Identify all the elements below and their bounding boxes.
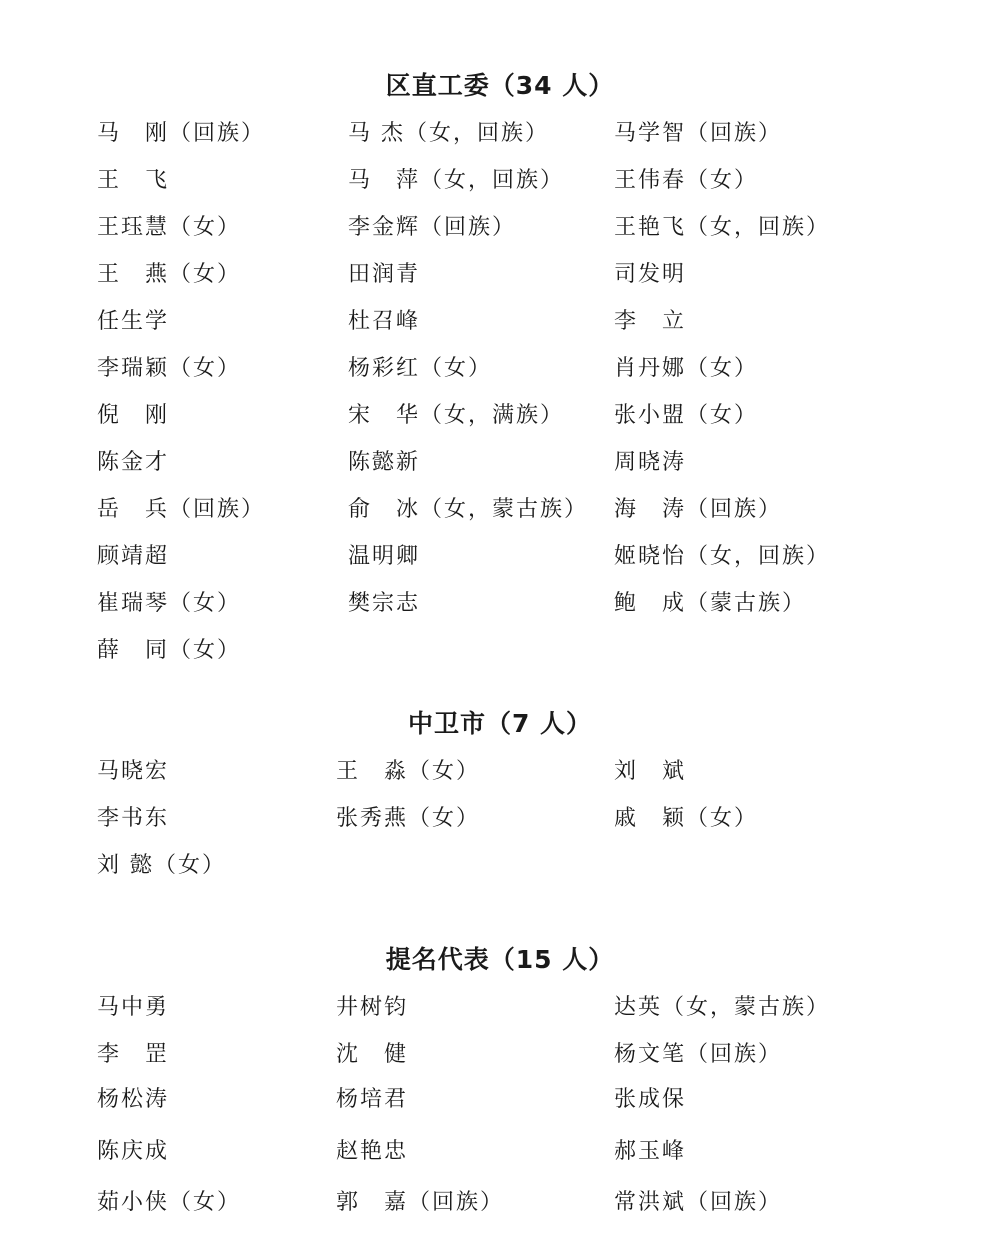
member-name: 海 涛（回族）	[614, 497, 783, 522]
member-name: 达英（女，蒙古族）	[614, 995, 831, 1020]
member-name: 崔瑞琴（女）	[97, 591, 242, 616]
member-name: 鲍 成（蒙古族）	[614, 591, 807, 616]
member-name: 司发明	[614, 262, 687, 287]
member-name: 李瑞颖（女）	[97, 356, 242, 381]
member-name: 马 萍（女，回族）	[348, 168, 565, 193]
member-name: 王 飞	[97, 168, 170, 193]
member-name: 温明卿	[348, 544, 421, 569]
member-name: 马 刚（回族）	[97, 121, 266, 146]
member-name: 李金辉（回族）	[348, 215, 517, 240]
member-name: 王伟春（女）	[614, 168, 759, 193]
member-name: 李 立	[614, 309, 687, 334]
member-name: 井树钧	[336, 995, 409, 1020]
section-title: 中卫市（7 人）	[407, 709, 593, 738]
member-name: 赵艳忠	[336, 1139, 409, 1164]
member-name: 姬晓怡（女，回族）	[614, 544, 831, 569]
member-name: 马中勇	[97, 995, 170, 1020]
member-name: 马晓宏	[97, 759, 170, 784]
member-name: 常洪斌（回族）	[614, 1190, 783, 1215]
member-name: 戚 颖（女）	[614, 806, 759, 831]
member-name: 李 罡	[97, 1042, 170, 1067]
member-name: 薛 同（女）	[97, 638, 242, 663]
member-name: 俞 冰（女，蒙古族）	[348, 497, 589, 522]
member-name: 张小盟（女）	[614, 403, 759, 428]
member-name: 王珏慧（女）	[97, 215, 242, 240]
member-name: 张成保	[614, 1087, 687, 1112]
section-title: 提名代表（15 人）	[385, 945, 615, 974]
member-name: 樊宗志	[348, 591, 421, 616]
section-title: 区直工委（34 人）	[385, 71, 615, 100]
member-name: 任生学	[97, 309, 170, 334]
member-name: 郭 嘉（回族）	[336, 1190, 505, 1215]
member-name: 王艳飞（女，回族）	[614, 215, 831, 240]
member-name: 马学智（回族）	[614, 121, 783, 146]
member-name: 宋 华（女，满族）	[348, 403, 565, 428]
member-name: 王 淼（女）	[336, 759, 481, 784]
member-name: 肖丹娜（女）	[614, 356, 759, 381]
member-name: 张秀燕（女）	[336, 806, 481, 831]
member-name: 田润青	[348, 262, 421, 287]
member-name: 周晓涛	[614, 450, 687, 475]
member-name: 杨文笔（回族）	[614, 1042, 783, 1067]
member-name: 杨松涛	[97, 1087, 170, 1112]
member-name: 陈懿新	[348, 450, 421, 475]
member-name: 刘 斌	[614, 759, 687, 784]
member-name: 杜召峰	[348, 309, 421, 334]
member-name: 陈金才	[97, 450, 170, 475]
member-name: 岳 兵（回族）	[97, 497, 266, 522]
member-name: 王 燕（女）	[97, 262, 242, 287]
member-name: 马 杰（女，回族）	[348, 121, 549, 146]
member-name: 倪 刚	[97, 403, 170, 428]
member-name: 杨彩红（女）	[348, 356, 493, 381]
member-name: 陈庆成	[97, 1139, 170, 1164]
member-name: 李书东	[97, 806, 170, 831]
member-name: 顾靖超	[97, 544, 170, 569]
member-name: 沈 健	[336, 1042, 409, 1067]
member-name: 杨培君	[336, 1087, 409, 1112]
member-name: 茹小侠（女）	[97, 1190, 242, 1215]
member-name: 郝玉峰	[614, 1139, 687, 1164]
member-name: 刘 懿（女）	[97, 853, 226, 878]
